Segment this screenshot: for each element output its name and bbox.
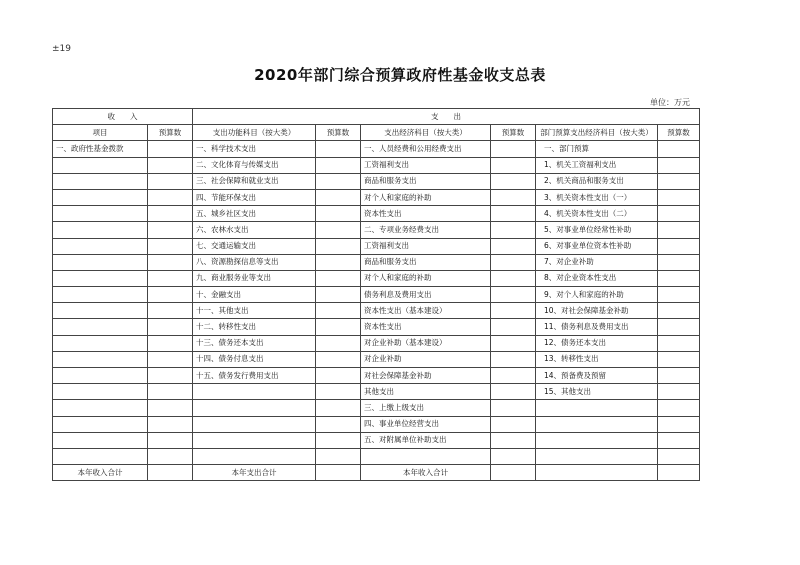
economic-item-cell: 其他支出 <box>361 384 491 400</box>
functional-amount-cell <box>316 287 361 303</box>
dept-economic-item-cell: 15、其他支出 <box>536 384 658 400</box>
dept-economic-item-cell <box>536 400 658 416</box>
functional-item-cell: 九、商业服务业等支出 <box>193 270 316 286</box>
economic-amount-cell <box>491 141 536 157</box>
economic-item-cell: 对社会保障基金补助 <box>361 368 491 384</box>
dept-economic-item-cell <box>536 448 658 464</box>
income-item-cell <box>53 351 148 367</box>
income-item-cell: 一、政府性基金拨款 <box>53 141 148 157</box>
economic-item-cell: 四、事业单位经营支出 <box>361 416 491 432</box>
economic-amount-cell <box>491 448 536 464</box>
functional-item-cell: 十、金融支出 <box>193 287 316 303</box>
dept-economic-item-cell: 3、机关资本性支出（一） <box>536 189 658 205</box>
dept-economic-amount-cell <box>658 400 700 416</box>
income-item-cell <box>53 189 148 205</box>
economic-item-cell: 资本性支出 <box>361 206 491 222</box>
income-item-cell <box>53 400 148 416</box>
col-header-dept-economic: 部门预算支出经济科目（按大类） <box>536 125 658 141</box>
income-item-cell <box>53 303 148 319</box>
income-amount-cell <box>148 287 193 303</box>
income-amount-cell <box>148 416 193 432</box>
table-row <box>53 384 700 400</box>
table-row <box>53 351 700 367</box>
economic-amount-cell <box>491 384 536 400</box>
dept-economic-amount-cell <box>658 222 700 238</box>
economic-amount-cell <box>491 416 536 432</box>
economic-item-cell: 本年收入合计 <box>361 465 491 481</box>
table-row <box>53 416 700 432</box>
dept-economic-item-cell: 一、部门预算 <box>536 141 658 157</box>
dept-economic-item-cell: 5、对事业单位经常性补助 <box>536 222 658 238</box>
economic-item-cell: 二、专项业务经费支出 <box>361 222 491 238</box>
income-amount-cell <box>148 254 193 270</box>
income-amount-cell <box>148 141 193 157</box>
economic-item-cell: 三、上缴上级支出 <box>361 400 491 416</box>
dept-economic-item-cell <box>536 465 658 481</box>
functional-amount-cell <box>316 189 361 205</box>
income-item-cell <box>53 335 148 351</box>
dept-economic-amount-cell <box>658 287 700 303</box>
functional-item-cell: 七、交通运输支出 <box>193 238 316 254</box>
dept-economic-item-cell: 8、对企业资本性支出 <box>536 270 658 286</box>
col-header-economic: 支出经济科目（按大类） <box>361 125 491 141</box>
income-amount-cell <box>148 465 193 481</box>
economic-item-cell: 商品和服务支出 <box>361 254 491 270</box>
income-amount-cell <box>148 448 193 464</box>
dept-economic-item-cell: 1、机关工资福利支出 <box>536 157 658 173</box>
table-row <box>53 141 700 157</box>
functional-amount-cell <box>316 173 361 189</box>
table-row <box>53 335 700 351</box>
functional-amount-cell <box>316 400 361 416</box>
table-row <box>53 448 700 464</box>
functional-item-cell: 五、城乡社区支出 <box>193 206 316 222</box>
group-header-row <box>53 109 700 125</box>
economic-item-cell: 债务利息及费用支出 <box>361 287 491 303</box>
functional-amount-cell <box>316 303 361 319</box>
dept-economic-amount-cell <box>658 351 700 367</box>
economic-amount-cell <box>491 222 536 238</box>
economic-item-cell: 五、对附属单位补助支出 <box>361 432 491 448</box>
unit-label: 单位：万元 <box>650 98 690 107</box>
economic-amount-cell <box>491 287 536 303</box>
expense-group-header: 支 出 <box>193 109 700 125</box>
functional-item-cell: 十三、债务还本支出 <box>193 335 316 351</box>
column-header-row <box>53 125 700 141</box>
economic-amount-cell <box>491 319 536 335</box>
economic-item-cell: 工资福利支出 <box>361 238 491 254</box>
functional-amount-cell <box>316 351 361 367</box>
functional-amount-cell <box>316 368 361 384</box>
table-row <box>53 173 700 189</box>
dept-economic-item-cell: 2、机关商品和服务支出 <box>536 173 658 189</box>
dept-economic-amount-cell <box>658 303 700 319</box>
economic-item-cell: 工资福利支出 <box>361 157 491 173</box>
table-row <box>53 270 700 286</box>
economic-amount-cell <box>491 432 536 448</box>
functional-amount-cell <box>316 384 361 400</box>
income-amount-cell <box>148 270 193 286</box>
income-amount-cell <box>148 189 193 205</box>
page-title: 2020年部门综合预算政府性基金收支总表 <box>254 66 546 84</box>
economic-amount-cell <box>491 189 536 205</box>
income-item-cell <box>53 157 148 173</box>
income-item-cell <box>53 238 148 254</box>
dept-economic-amount-cell <box>658 270 700 286</box>
functional-item-cell <box>193 384 316 400</box>
functional-item-cell <box>193 432 316 448</box>
income-amount-cell <box>148 368 193 384</box>
table-row <box>53 400 700 416</box>
functional-item-cell: 六、农林水支出 <box>193 222 316 238</box>
dept-economic-amount-cell <box>658 465 700 481</box>
economic-item-cell: 商品和服务支出 <box>361 173 491 189</box>
dept-economic-amount-cell <box>658 384 700 400</box>
col-header-amount: 预算数 <box>316 125 361 141</box>
functional-item-cell: 八、资源勘探信息等支出 <box>193 254 316 270</box>
col-header-amount: 预算数 <box>658 125 700 141</box>
economic-amount-cell <box>491 335 536 351</box>
table-row <box>53 303 700 319</box>
dept-economic-amount-cell <box>658 368 700 384</box>
economic-item-cell: 资本性支出 <box>361 319 491 335</box>
income-item-cell <box>53 416 148 432</box>
functional-item-cell: 二、文化体育与传媒支出 <box>193 157 316 173</box>
income-amount-cell <box>148 351 193 367</box>
functional-amount-cell <box>316 238 361 254</box>
functional-item-cell: 十四、债务付息支出 <box>193 351 316 367</box>
income-item-cell <box>53 206 148 222</box>
functional-amount-cell <box>316 432 361 448</box>
dept-economic-amount-cell <box>658 141 700 157</box>
functional-amount-cell <box>316 157 361 173</box>
dept-economic-item-cell: 14、预备费及预留 <box>536 368 658 384</box>
dept-economic-amount-cell <box>658 206 700 222</box>
economic-amount-cell <box>491 368 536 384</box>
economic-item-cell: 对个人和家庭的补助 <box>361 189 491 205</box>
income-amount-cell <box>148 222 193 238</box>
table-row <box>53 206 700 222</box>
col-header-functional: 支出功能科目（按大类） <box>193 125 316 141</box>
economic-amount-cell <box>491 303 536 319</box>
table-row <box>53 189 700 205</box>
col-header-amount: 预算数 <box>491 125 536 141</box>
dept-economic-amount-cell <box>658 432 700 448</box>
economic-item-cell <box>361 448 491 464</box>
functional-amount-cell <box>316 141 361 157</box>
income-group-header: 收 入 <box>53 109 193 125</box>
functional-item-cell <box>193 400 316 416</box>
dept-economic-amount-cell <box>658 238 700 254</box>
income-item-cell: 本年收入合计 <box>53 465 148 481</box>
functional-item-cell: 十二、转移性支出 <box>193 319 316 335</box>
economic-amount-cell <box>491 270 536 286</box>
economic-item-cell: 对个人和家庭的补助 <box>361 270 491 286</box>
income-amount-cell <box>148 157 193 173</box>
functional-amount-cell <box>316 319 361 335</box>
dept-economic-amount-cell <box>658 189 700 205</box>
functional-amount-cell <box>316 270 361 286</box>
economic-amount-cell <box>491 351 536 367</box>
income-amount-cell <box>148 335 193 351</box>
income-item-cell <box>53 287 148 303</box>
income-amount-cell <box>148 206 193 222</box>
table-row <box>53 254 700 270</box>
dept-economic-item-cell: 12、债务还本支出 <box>536 335 658 351</box>
functional-amount-cell <box>316 335 361 351</box>
functional-item-cell: 本年支出合计 <box>193 465 316 481</box>
income-amount-cell <box>148 319 193 335</box>
dept-economic-item-cell: 9、对个人和家庭的补助 <box>536 287 658 303</box>
dept-economic-item-cell: 13、转移性支出 <box>536 351 658 367</box>
income-item-cell <box>53 222 148 238</box>
dept-economic-amount-cell <box>658 448 700 464</box>
income-amount-cell <box>148 173 193 189</box>
dept-economic-item-cell: 7、对企业补助 <box>536 254 658 270</box>
functional-amount-cell <box>316 465 361 481</box>
page-corner-mark: ±19 <box>52 44 71 54</box>
dept-economic-item-cell: 11、债务利息及费用支出 <box>536 319 658 335</box>
dept-economic-amount-cell <box>658 157 700 173</box>
economic-item-cell: 资本性支出（基本建设） <box>361 303 491 319</box>
functional-item-cell <box>193 448 316 464</box>
income-item-cell <box>53 448 148 464</box>
economic-amount-cell <box>491 254 536 270</box>
functional-amount-cell <box>316 254 361 270</box>
dept-economic-item-cell: 10、对社会保障基金补助 <box>536 303 658 319</box>
table-body <box>53 109 700 481</box>
income-item-cell <box>53 173 148 189</box>
table-row <box>53 157 700 173</box>
dept-economic-amount-cell <box>658 335 700 351</box>
dept-economic-item-cell: 4、机关资本性支出（二） <box>536 206 658 222</box>
table-row <box>53 222 700 238</box>
dept-economic-amount-cell <box>658 319 700 335</box>
economic-amount-cell <box>491 238 536 254</box>
income-amount-cell <box>148 400 193 416</box>
functional-item-cell <box>193 416 316 432</box>
table-row <box>53 319 700 335</box>
economic-amount-cell <box>491 173 536 189</box>
income-amount-cell <box>148 432 193 448</box>
functional-item-cell: 四、节能环保支出 <box>193 189 316 205</box>
economic-amount-cell <box>491 157 536 173</box>
dept-economic-item-cell: 6、对事业单位资本性补助 <box>536 238 658 254</box>
economic-amount-cell <box>491 465 536 481</box>
economic-item-cell: 对企业补助 <box>361 351 491 367</box>
economic-amount-cell <box>491 206 536 222</box>
col-header-amount: 预算数 <box>148 125 193 141</box>
income-amount-cell <box>148 238 193 254</box>
functional-amount-cell <box>316 448 361 464</box>
table-row <box>53 432 700 448</box>
functional-amount-cell <box>316 206 361 222</box>
income-item-cell <box>53 384 148 400</box>
col-header-item: 项目 <box>53 125 148 141</box>
income-item-cell <box>53 270 148 286</box>
economic-item-cell: 对企业补助（基本建设） <box>361 335 491 351</box>
functional-item-cell: 一、科学技术支出 <box>193 141 316 157</box>
dept-economic-item-cell <box>536 416 658 432</box>
functional-item-cell: 三、社会保障和就业支出 <box>193 173 316 189</box>
dept-economic-amount-cell <box>658 254 700 270</box>
income-amount-cell <box>148 384 193 400</box>
functional-item-cell: 十五、债务发行费用支出 <box>193 368 316 384</box>
budget-table <box>52 108 700 481</box>
table-row <box>53 368 700 384</box>
income-item-cell <box>53 432 148 448</box>
functional-item-cell: 十一、其他支出 <box>193 303 316 319</box>
totals-row <box>53 465 700 481</box>
dept-economic-amount-cell <box>658 416 700 432</box>
economic-item-cell: 一、人员经费和公用经费支出 <box>361 141 491 157</box>
income-item-cell <box>53 319 148 335</box>
income-amount-cell <box>148 303 193 319</box>
economic-amount-cell <box>491 400 536 416</box>
functional-amount-cell <box>316 416 361 432</box>
table-row <box>53 287 700 303</box>
dept-economic-item-cell <box>536 432 658 448</box>
dept-economic-amount-cell <box>658 173 700 189</box>
table-row <box>53 238 700 254</box>
functional-amount-cell <box>316 222 361 238</box>
income-item-cell <box>53 368 148 384</box>
income-item-cell <box>53 254 148 270</box>
